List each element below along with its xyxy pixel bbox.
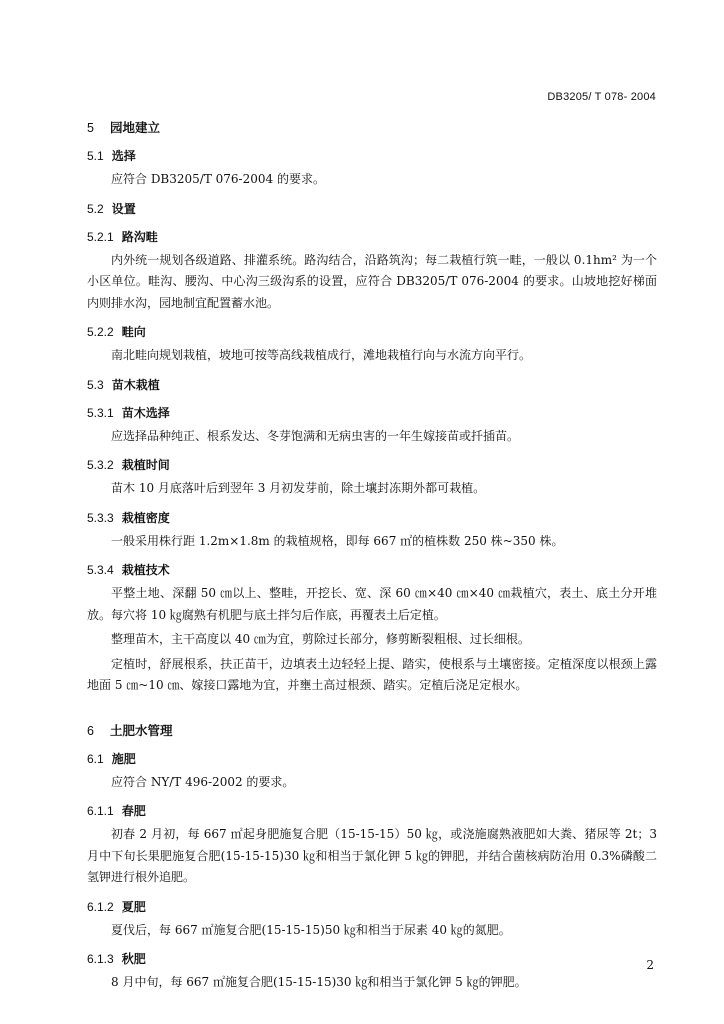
heading-title: 栽植时间 — [121, 458, 170, 472]
paragraph: 整理苗木，主干高度以 40 ㎝为宜，剪除过长部分，修剪断裂粗根、过长细根。 — [111, 632, 530, 646]
paragraph: 应符合 NY/T 496-2002 的要求。 — [111, 774, 295, 789]
paragraph: 南北畦向规划栽植，坡地可按等高线栽植成行，滩地栽植行向与水流方向平行。 — [111, 348, 532, 362]
heading-number: 5 — [87, 121, 94, 135]
page-number: 2 — [646, 958, 654, 972]
paragraph: 初春 2 月初，每 667 ㎡起身肥施复合肥（15-15-15）50 ㎏，或浇施腐熟液肥如大粪、猪尿等 2t；3 月中下旬长果肥施复合肥(15-15-15)30 ㎏和相当于氯化钾 5 ㎏的钾肥，并结合菌核病防治用 0.3%磷酸二氢钾进行根外追肥。 — [87, 827, 657, 884]
subsection-heading — [87, 560, 657, 580]
subsection-heading — [87, 455, 657, 475]
heading-number: 6 — [87, 723, 94, 738]
heading-number: 5.2.1 — [87, 229, 114, 244]
standard-code-header: DB3205/ T 078- 2004 — [547, 91, 656, 103]
subsection-heading — [87, 199, 657, 219]
subsection-heading — [87, 375, 657, 395]
heading-number: 5.3 — [87, 377, 104, 392]
subsection-heading — [87, 146, 657, 166]
paragraph: 定植时，舒展根系，扶正苗干，边填表土边轻轻上提、踏实，使根系与土壤密接。定植深度以根颈上露地面 5 ㎝~10 ㎝、嫁接口露地为宜，并壅土高过根颈、踏实。定植后浇足定根水。 — [87, 656, 657, 692]
heading-title: 选择 — [111, 149, 136, 163]
heading-number: 6.1.1 — [87, 804, 114, 818]
heading-number: 6.1.3 — [87, 952, 114, 966]
heading-title: 夏肥 — [121, 899, 146, 914]
paragraph: 应符合 DB3205/T 076-2004 的要求。 — [111, 172, 325, 186]
subsection-heading — [87, 897, 657, 917]
paragraph: 应选择品种纯正、根系发达、冬芽饱满和无病虫害的一年生嫁接苗或扦插苗。 — [111, 428, 520, 443]
heading-title: 设置 — [111, 201, 136, 216]
heading-number: 6.1 — [87, 751, 104, 766]
subsection-heading — [87, 227, 657, 247]
heading-title: 畦向 — [121, 325, 146, 339]
heading-title: 栽植密度 — [121, 510, 170, 525]
subsection-heading — [87, 749, 657, 769]
heading-number: 6.1.2 — [87, 899, 114, 914]
heading-number: 5.3.1 — [87, 405, 114, 420]
heading-title: 路沟畦 — [121, 229, 158, 244]
subsection-heading — [87, 949, 657, 969]
section-heading — [87, 721, 657, 741]
paragraph: 内外统一规划各级道路、排灌系统。路沟结合，沿路筑沟；每二栽植行筑一畦，一般以 0.1hm² 为一个小区单位。畦沟、腰沟、中心沟三级沟系的设置，应符合 DB3205/T 076-2004 的要求。山坡地挖好梯面内则排水沟，园地制宜配置蓄水池。 — [87, 252, 657, 310]
subsection-heading — [87, 508, 657, 528]
subsection-heading — [87, 801, 657, 821]
heading-number: 5.3.2 — [87, 458, 114, 472]
paragraph: 8 月中旬，每 667 ㎡施复合肥(15-15-15)30 ㎏和相当于氯化钾 5 ㎏的钾肥。 — [111, 975, 527, 989]
heading-title: 秋肥 — [121, 952, 146, 966]
subsection-heading — [87, 322, 657, 342]
subsection-heading — [87, 403, 657, 423]
heading-title: 栽植技术 — [121, 563, 170, 577]
heading-number: 5.3.3 — [87, 510, 114, 525]
document-body — [87, 118, 657, 994]
heading-number: 5.3.4 — [87, 563, 114, 577]
paragraph: 夏伐后，每 667 ㎡施复合肥(15-15-15)50 ㎏和相当于尿素 40 ㎏的氮肥。 — [111, 922, 511, 937]
heading-title: 春肥 — [121, 804, 146, 818]
paragraph: 一般采用株行距 1.2m×1.8m 的栽植规格，即每 667 ㎡的植株数 250 株~350 株。 — [111, 533, 564, 548]
heading-title: 施肥 — [111, 751, 136, 766]
paragraph: 平整土地、深翻 50 ㎝以上、整畦，开挖长、宽、深 60 ㎝×40 ㎝×40 ㎝栽植穴，表土、底土分开堆放。每穴将 10 ㎏腐熟有机肥与底土拌匀后作底，再覆表土后定植。 — [87, 586, 657, 622]
heading-number: 5.2 — [87, 201, 104, 216]
heading-title: 苗木选择 — [121, 405, 170, 420]
heading-number: 5.1 — [87, 149, 104, 163]
heading-number: 5.2.2 — [87, 325, 114, 339]
paragraph: 苗木 10 月底落叶后到翌年 3 月初发芽前，除土壤封冻期外都可栽植。 — [111, 481, 486, 495]
heading-title: 土肥水管理 — [110, 723, 173, 738]
heading-title: 园地建立 — [110, 121, 161, 135]
section-heading — [87, 118, 657, 138]
heading-title: 苗木栽植 — [111, 377, 160, 392]
